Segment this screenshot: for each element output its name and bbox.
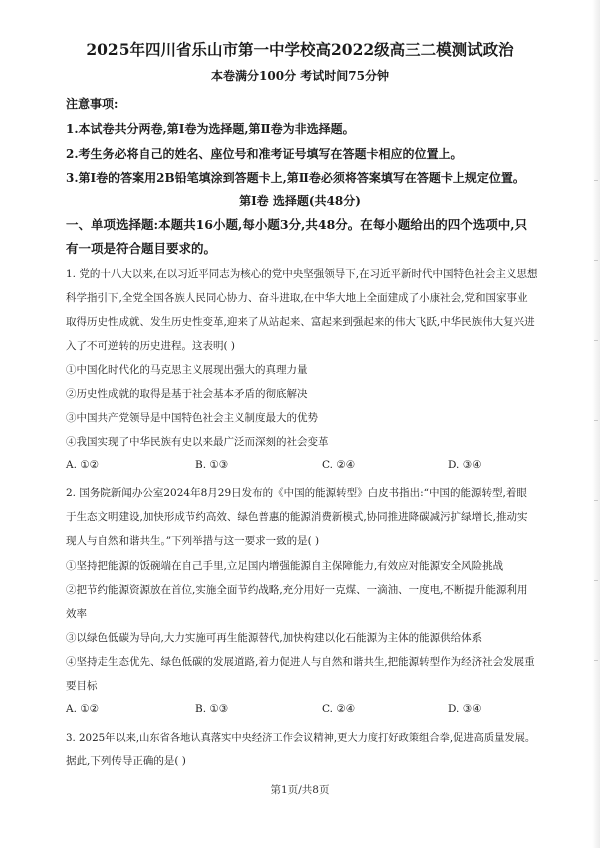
question-2-stem: 于生态文明建设,加快形成节约高效、绿色普惠的能源消费新模式,协同推进降碳减污扩绿增长,推动实 — [66, 511, 528, 523]
option-a[interactable]: A. ①② — [66, 459, 100, 471]
question-1-options — [66, 459, 536, 473]
question-1-stem: 科学指引下,全党全国各族人民同心协力、奋斗进取,在中华大地上全面建成了小康社会,党和国家事业 — [66, 292, 528, 304]
exam-info: 本卷满分100分 考试时间75分钟 — [211, 69, 389, 83]
option-d[interactable]: D. ③④ — [448, 703, 482, 715]
notice-item: 1.本试卷共分两卷,第Ⅰ卷为选择题,第Ⅱ卷为非选择题。 — [66, 122, 355, 136]
option-c[interactable]: C. ②④ — [322, 459, 356, 471]
page-title: 2025年四川省乐山市第一中学校高2022级高三二模测试政治 — [86, 40, 514, 59]
page-edge-mark — [594, 340, 598, 341]
option-b[interactable]: B. ①③ — [195, 703, 229, 715]
page-edge-mark — [594, 260, 598, 261]
question-1-stem: 1. 党的十八大以来,在以习近平同志为核心的党中央坚强领导下,在习近平新时代中国特色社会主义思想 — [66, 268, 538, 280]
question-1-statement: ④我国实现了中华民族有史以来最广泛而深刻的社会变革 — [66, 436, 329, 448]
page-edge-shadow — [592, 0, 600, 848]
question-1-stem: 入了不可逆转的历史进程。这表明( ) — [66, 340, 236, 352]
question-2-statement: 效率 — [66, 608, 87, 620]
option-b[interactable]: B. ①③ — [195, 459, 229, 471]
page-edge-mark — [594, 580, 598, 581]
option-d[interactable]: D. ③④ — [448, 459, 482, 471]
page-edge-mark — [594, 420, 598, 421]
question-2-statement: ③以绿色低碳为导向,大力实施可再生能源替代,加快构建以化石能源为主体的能源供给体系 — [66, 632, 483, 644]
option-c[interactable]: C. ②④ — [322, 703, 356, 715]
section-instruction: 一、单项选择题:本题共16小题,每小题3分,共48分。在每小题给出的四个选项中,只 — [66, 217, 528, 232]
question-1-stem: 取得历史性成就、发生历史性变革,迎来了从站起来、富起来到强起来的伟大飞跃,中华民族伟大复兴进 — [66, 316, 535, 328]
question-2-statement: 要目标 — [66, 680, 98, 692]
page-edge-mark — [594, 500, 598, 501]
question-2-stem: 2. 国务院新闻办公室2024年8月29日发布的《中国的能源转型》白皮书指出:“中国的能源转型,着眼 — [66, 487, 527, 499]
question-1-statement: ③中国共产党领导是中国特色社会主义制度最大的优势 — [66, 412, 318, 424]
notice-item: 3.第Ⅰ卷的答案用2B铅笔填涂到答题卡上,第Ⅱ卷必须将答案填写在答题卡上规定位置。 — [66, 171, 525, 185]
question-2-statement: ④坚持走生态优先、绿色低碳的发展道路,着力促进人与自然和谐共生,把能源转型作为经济社会发展重 — [66, 656, 535, 668]
question-2-statement: ②把节约能源资源放在首位,实施全面节约战略,充分用好一克煤、一滴油、一度电,不断提升能源利用 — [66, 584, 528, 596]
notice-title: 注意事项: — [66, 97, 119, 111]
question-2-statement: ①坚持把能源的饭碗端在自己手里,立足国内增强能源自主保障能力,有效应对能源安全风险挑战 — [66, 560, 504, 572]
question-3-stem: 据此,下列传导正确的是( ) — [66, 755, 186, 767]
section-instruction: 有一项是符合题目要求的。 — [66, 241, 217, 256]
notice-item: 2.考生务必将自己的姓名、座位号和准考证号填写在答题卡相应的位置上。 — [66, 147, 463, 161]
page-number: 第1页/共8页 — [270, 784, 330, 796]
question-3-stem: 3. 2025年以来,山东省各地认真落实中央经济工作会议精神,更大力度打好政策组合拳,促进高质量发展。 — [66, 732, 536, 744]
question-2-options — [66, 703, 536, 717]
option-a[interactable]: A. ①② — [66, 703, 100, 715]
question-1-statement: ②历史性成就的取得是基于社会基本矛盾的彻底解决 — [66, 388, 308, 400]
question-1-statement: ①中国化时代化的马克思主义展现出强大的真理力量 — [66, 364, 308, 376]
page-edge-mark — [594, 180, 598, 181]
question-2-stem: 现人与自然和谐共生。”下列举措与这一要求一致的是( ) — [66, 535, 320, 547]
page-edge-mark — [594, 660, 598, 661]
section-heading: 第Ⅰ卷 选择题(共48分) — [239, 194, 361, 208]
